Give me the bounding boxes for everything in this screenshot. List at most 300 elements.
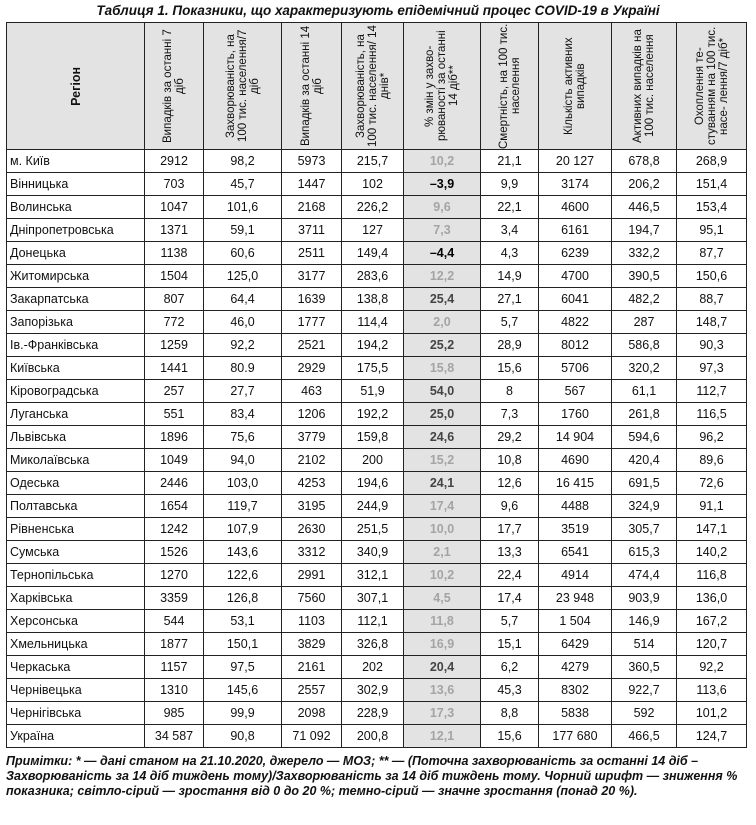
change-pct-cell: 10,2: [404, 150, 481, 173]
value-cell: 8012: [539, 334, 612, 357]
header-region: Регіон: [7, 23, 145, 150]
value-cell: 2446: [145, 472, 204, 495]
value-cell: 72,6: [677, 472, 747, 495]
header-incidence-7d: Захворюваність, на 100 тис. населення/7 діб: [204, 23, 282, 150]
value-cell: 4279: [539, 656, 612, 679]
value-cell: 1103: [282, 610, 342, 633]
value-cell: 4690: [539, 449, 612, 472]
value-cell: 1049: [145, 449, 204, 472]
value-cell: 200,8: [342, 725, 404, 748]
region-cell: Черкаська: [7, 656, 145, 679]
value-cell: 120,7: [677, 633, 747, 656]
table-row: [7, 426, 747, 449]
region-cell: Луганська: [7, 403, 145, 426]
header-row: [7, 23, 747, 150]
value-cell: 1 504: [539, 610, 612, 633]
value-cell: 2912: [145, 150, 204, 173]
value-cell: 332,2: [612, 242, 677, 265]
value-cell: 80.9: [204, 357, 282, 380]
value-cell: 83,4: [204, 403, 282, 426]
value-cell: 390,5: [612, 265, 677, 288]
region-cell: Миколаївська: [7, 449, 145, 472]
region-cell: Дніпропетровська: [7, 219, 145, 242]
value-cell: 27,7: [204, 380, 282, 403]
value-cell: 59,1: [204, 219, 282, 242]
value-cell: 53,1: [204, 610, 282, 633]
value-cell: 126,8: [204, 587, 282, 610]
value-cell: 772: [145, 311, 204, 334]
value-cell: 312,1: [342, 564, 404, 587]
value-cell: 13,3: [481, 541, 539, 564]
value-cell: 167,2: [677, 610, 747, 633]
table-row: [7, 656, 747, 679]
value-cell: 34 587: [145, 725, 204, 748]
value-cell: 112,7: [677, 380, 747, 403]
change-pct-cell: 17,4: [404, 495, 481, 518]
value-cell: 326,8: [342, 633, 404, 656]
value-cell: 2929: [282, 357, 342, 380]
value-cell: 1157: [145, 656, 204, 679]
value-cell: 140,2: [677, 541, 747, 564]
value-cell: 5838: [539, 702, 612, 725]
value-cell: 4822: [539, 311, 612, 334]
value-cell: 6239: [539, 242, 612, 265]
value-cell: 5706: [539, 357, 612, 380]
value-cell: 147,1: [677, 518, 747, 541]
table-notes: Примітки: * — дані станом на 21.10.2020, джерело — МОЗ; ** — (Поточна захворюваність за останні 14 діб – Захворюваність за 14 діб тиждень тому)/Захворюваність за 14 діб тиждень тому. Чорний шрифт — зниження % показника; світло-сірий — зростання від 0 до 20 %; темно-сірий — значне зростання (понад 20 %).: [6, 754, 738, 798]
covid-table: [6, 22, 747, 748]
header-cases-14d: Випадків за останні 14 діб: [282, 23, 342, 150]
region-cell: Закарпатська: [7, 288, 145, 311]
table-row: [7, 173, 747, 196]
value-cell: 17,4: [481, 587, 539, 610]
value-cell: 3711: [282, 219, 342, 242]
value-cell: 6161: [539, 219, 612, 242]
value-cell: 1654: [145, 495, 204, 518]
value-cell: 153,4: [677, 196, 747, 219]
table-row: [7, 311, 747, 334]
value-cell: 143,6: [204, 541, 282, 564]
value-cell: 7560: [282, 587, 342, 610]
value-cell: 215,7: [342, 150, 404, 173]
value-cell: 1138: [145, 242, 204, 265]
value-cell: 107,9: [204, 518, 282, 541]
value-cell: 7,3: [481, 403, 539, 426]
value-cell: 3779: [282, 426, 342, 449]
change-pct-cell: –3,9: [404, 173, 481, 196]
value-cell: 922,7: [612, 679, 677, 702]
value-cell: 268,9: [677, 150, 747, 173]
value-cell: 194,2: [342, 334, 404, 357]
value-cell: 28,9: [481, 334, 539, 357]
value-cell: 551: [145, 403, 204, 426]
value-cell: 8: [481, 380, 539, 403]
value-cell: 159,8: [342, 426, 404, 449]
value-cell: 46,0: [204, 311, 282, 334]
value-cell: 98,2: [204, 150, 282, 173]
value-cell: 102: [342, 173, 404, 196]
value-cell: 703: [145, 173, 204, 196]
table-row: [7, 633, 747, 656]
value-cell: 567: [539, 380, 612, 403]
value-cell: 4914: [539, 564, 612, 587]
value-cell: 228,9: [342, 702, 404, 725]
value-cell: 116,8: [677, 564, 747, 587]
table-row: [7, 725, 747, 748]
value-cell: 8,8: [481, 702, 539, 725]
value-cell: 463: [282, 380, 342, 403]
value-cell: 138,8: [342, 288, 404, 311]
value-cell: 149,4: [342, 242, 404, 265]
change-pct-cell: 54,0: [404, 380, 481, 403]
value-cell: 194,6: [342, 472, 404, 495]
value-cell: 2557: [282, 679, 342, 702]
region-cell: Кіровоградська: [7, 380, 145, 403]
value-cell: 202: [342, 656, 404, 679]
value-cell: 307,1: [342, 587, 404, 610]
value-cell: 17,7: [481, 518, 539, 541]
value-cell: 1259: [145, 334, 204, 357]
value-cell: 2511: [282, 242, 342, 265]
value-cell: 340,9: [342, 541, 404, 564]
value-cell: 320,2: [612, 357, 677, 380]
value-cell: 88,7: [677, 288, 747, 311]
value-cell: 691,5: [612, 472, 677, 495]
value-cell: 586,8: [612, 334, 677, 357]
value-cell: 985: [145, 702, 204, 725]
region-cell: Тернопільська: [7, 564, 145, 587]
value-cell: 119,7: [204, 495, 282, 518]
value-cell: 114,4: [342, 311, 404, 334]
value-cell: 92,2: [204, 334, 282, 357]
region-cell: Полтавська: [7, 495, 145, 518]
value-cell: 14,9: [481, 265, 539, 288]
value-cell: 474,4: [612, 564, 677, 587]
value-cell: 101,6: [204, 196, 282, 219]
table-row: [7, 403, 747, 426]
value-cell: 92,2: [677, 656, 747, 679]
value-cell: 3,4: [481, 219, 539, 242]
table-row: [7, 564, 747, 587]
table-row: [7, 357, 747, 380]
value-cell: 151,4: [677, 173, 747, 196]
value-cell: 287: [612, 311, 677, 334]
value-cell: 122,6: [204, 564, 282, 587]
table-row: [7, 196, 747, 219]
header-incidence-14d: Захворюваність, на 100 тис. населення/ 14 днів*: [342, 23, 404, 150]
region-cell: Рівненська: [7, 518, 145, 541]
table-row: [7, 495, 747, 518]
value-cell: 112,1: [342, 610, 404, 633]
value-cell: 1447: [282, 173, 342, 196]
region-cell: Чернігівська: [7, 702, 145, 725]
value-cell: 1760: [539, 403, 612, 426]
value-cell: 89,6: [677, 449, 747, 472]
value-cell: 90,3: [677, 334, 747, 357]
value-cell: 3829: [282, 633, 342, 656]
table-row: [7, 702, 747, 725]
value-cell: 15,1: [481, 633, 539, 656]
value-cell: 482,2: [612, 288, 677, 311]
value-cell: 302,9: [342, 679, 404, 702]
value-cell: 5,7: [481, 311, 539, 334]
table-row: [7, 449, 747, 472]
value-cell: 61,1: [612, 380, 677, 403]
value-cell: 360,5: [612, 656, 677, 679]
change-pct-cell: 12,2: [404, 265, 481, 288]
value-cell: 283,6: [342, 265, 404, 288]
region-cell: Запорізька: [7, 311, 145, 334]
value-cell: 592: [612, 702, 677, 725]
value-cell: 148,7: [677, 311, 747, 334]
value-cell: 145,6: [204, 679, 282, 702]
value-cell: 15,6: [481, 725, 539, 748]
value-cell: 125,0: [204, 265, 282, 288]
value-cell: 446,5: [612, 196, 677, 219]
region-cell: Ів.-Франківська: [7, 334, 145, 357]
value-cell: 4253: [282, 472, 342, 495]
value-cell: 10,8: [481, 449, 539, 472]
value-cell: 51,9: [342, 380, 404, 403]
value-cell: 2102: [282, 449, 342, 472]
value-cell: 6,2: [481, 656, 539, 679]
header-change-pct: % змін у захво- рюваності за останні 14 діб**: [404, 23, 481, 150]
value-cell: 324,9: [612, 495, 677, 518]
change-pct-cell: 15,2: [404, 449, 481, 472]
value-cell: 678,8: [612, 150, 677, 173]
header-active-per-100k: Активних випадків на 100 тис. населення: [612, 23, 677, 150]
value-cell: 90,8: [204, 725, 282, 748]
value-cell: 75,6: [204, 426, 282, 449]
region-cell: Чернівецька: [7, 679, 145, 702]
region-cell: Львівська: [7, 426, 145, 449]
value-cell: 1896: [145, 426, 204, 449]
value-cell: 45,7: [204, 173, 282, 196]
table-row: [7, 150, 747, 173]
change-pct-cell: 17,3: [404, 702, 481, 725]
change-pct-cell: 25,0: [404, 403, 481, 426]
table-row: [7, 265, 747, 288]
table-row: [7, 288, 747, 311]
value-cell: 194,7: [612, 219, 677, 242]
value-cell: 14 904: [539, 426, 612, 449]
value-cell: 99,9: [204, 702, 282, 725]
header-testing-coverage: Охоплення те- стуванням на 100 тис. насе- лення/7 діб*: [677, 23, 747, 150]
value-cell: 127: [342, 219, 404, 242]
table-row: [7, 679, 747, 702]
change-pct-cell: 25,2: [404, 334, 481, 357]
value-cell: 1504: [145, 265, 204, 288]
value-cell: 6541: [539, 541, 612, 564]
value-cell: 21,1: [481, 150, 539, 173]
table-row: [7, 587, 747, 610]
value-cell: 5973: [282, 150, 342, 173]
header-cases-7d: Випадків за останні 7 діб: [145, 23, 204, 150]
table-row: [7, 518, 747, 541]
value-cell: 1310: [145, 679, 204, 702]
change-pct-cell: 16,9: [404, 633, 481, 656]
value-cell: 226,2: [342, 196, 404, 219]
region-cell: м. Київ: [7, 150, 145, 173]
value-cell: 97,5: [204, 656, 282, 679]
value-cell: 91,1: [677, 495, 747, 518]
region-cell: Донецька: [7, 242, 145, 265]
value-cell: 544: [145, 610, 204, 633]
region-cell: Херсонська: [7, 610, 145, 633]
value-cell: 1639: [282, 288, 342, 311]
value-cell: 71 092: [282, 725, 342, 748]
value-cell: 116,5: [677, 403, 747, 426]
value-cell: 5,7: [481, 610, 539, 633]
value-cell: 4600: [539, 196, 612, 219]
region-cell: Волинська: [7, 196, 145, 219]
value-cell: 466,5: [612, 725, 677, 748]
value-cell: 103,0: [204, 472, 282, 495]
table-row: [7, 334, 747, 357]
value-cell: 1242: [145, 518, 204, 541]
value-cell: 3174: [539, 173, 612, 196]
value-cell: 2161: [282, 656, 342, 679]
change-pct-cell: 7,3: [404, 219, 481, 242]
region-cell: Хмельницька: [7, 633, 145, 656]
region-cell: Одеська: [7, 472, 145, 495]
value-cell: 1206: [282, 403, 342, 426]
value-cell: 101,2: [677, 702, 747, 725]
change-pct-cell: –4,4: [404, 242, 481, 265]
value-cell: 1877: [145, 633, 204, 656]
value-cell: 244,9: [342, 495, 404, 518]
table-row: [7, 380, 747, 403]
value-cell: 1526: [145, 541, 204, 564]
change-pct-cell: 2,1: [404, 541, 481, 564]
change-pct-cell: 4,5: [404, 587, 481, 610]
value-cell: 514: [612, 633, 677, 656]
value-cell: 2521: [282, 334, 342, 357]
table-row: [7, 610, 747, 633]
value-cell: 87,7: [677, 242, 747, 265]
value-cell: 95,1: [677, 219, 747, 242]
region-cell: Житомирська: [7, 265, 145, 288]
value-cell: 9,6: [481, 495, 539, 518]
value-cell: 96,2: [677, 426, 747, 449]
header-mortality: Смертність, на 100 тис. населення: [481, 23, 539, 150]
region-cell: Харківська: [7, 587, 145, 610]
change-pct-cell: 20,4: [404, 656, 481, 679]
change-pct-cell: 24,6: [404, 426, 481, 449]
value-cell: 23 948: [539, 587, 612, 610]
value-cell: 150,1: [204, 633, 282, 656]
change-pct-cell: 11,8: [404, 610, 481, 633]
value-cell: 3519: [539, 518, 612, 541]
value-cell: 45,3: [481, 679, 539, 702]
value-cell: 2991: [282, 564, 342, 587]
table-row: [7, 219, 747, 242]
value-cell: 1441: [145, 357, 204, 380]
change-pct-cell: 2,0: [404, 311, 481, 334]
header-active-cases: Кількість активних випадків: [539, 23, 612, 150]
value-cell: 6429: [539, 633, 612, 656]
value-cell: 22,1: [481, 196, 539, 219]
value-cell: 177 680: [539, 725, 612, 748]
value-cell: 1371: [145, 219, 204, 242]
change-pct-cell: 13,6: [404, 679, 481, 702]
value-cell: 3195: [282, 495, 342, 518]
value-cell: 1777: [282, 311, 342, 334]
change-pct-cell: 12,1: [404, 725, 481, 748]
value-cell: 29,2: [481, 426, 539, 449]
change-pct-cell: 25,4: [404, 288, 481, 311]
value-cell: 124,7: [677, 725, 747, 748]
value-cell: 9,9: [481, 173, 539, 196]
value-cell: 175,5: [342, 357, 404, 380]
value-cell: 97,3: [677, 357, 747, 380]
value-cell: 4,3: [481, 242, 539, 265]
value-cell: 22,4: [481, 564, 539, 587]
value-cell: 15,6: [481, 357, 539, 380]
value-cell: 20 127: [539, 150, 612, 173]
value-cell: 615,3: [612, 541, 677, 564]
value-cell: 257: [145, 380, 204, 403]
region-cell: Україна: [7, 725, 145, 748]
change-pct-cell: 24,1: [404, 472, 481, 495]
value-cell: 420,4: [612, 449, 677, 472]
value-cell: 12,6: [481, 472, 539, 495]
value-cell: 192,2: [342, 403, 404, 426]
value-cell: 206,2: [612, 173, 677, 196]
region-cell: Вінницька: [7, 173, 145, 196]
value-cell: 594,6: [612, 426, 677, 449]
value-cell: 94,0: [204, 449, 282, 472]
value-cell: 64,4: [204, 288, 282, 311]
change-pct-cell: 10,0: [404, 518, 481, 541]
table-body: [7, 150, 747, 748]
value-cell: 6041: [539, 288, 612, 311]
value-cell: 305,7: [612, 518, 677, 541]
value-cell: 8302: [539, 679, 612, 702]
value-cell: 60,6: [204, 242, 282, 265]
value-cell: 3177: [282, 265, 342, 288]
value-cell: 146,9: [612, 610, 677, 633]
value-cell: 261,8: [612, 403, 677, 426]
value-cell: 4488: [539, 495, 612, 518]
value-cell: 27,1: [481, 288, 539, 311]
region-cell: Сумська: [7, 541, 145, 564]
change-pct-cell: 9,6: [404, 196, 481, 219]
value-cell: 113,6: [677, 679, 747, 702]
table-row: [7, 472, 747, 495]
table-row: [7, 242, 747, 265]
value-cell: 16 415: [539, 472, 612, 495]
value-cell: 200: [342, 449, 404, 472]
value-cell: 136,0: [677, 587, 747, 610]
value-cell: 903,9: [612, 587, 677, 610]
value-cell: 1047: [145, 196, 204, 219]
table-row: [7, 541, 747, 564]
value-cell: 3359: [145, 587, 204, 610]
region-cell: Київська: [7, 357, 145, 380]
table-caption: Таблиця 1. Показники, що характеризують епідемічний процес COVID-19 в Україні: [96, 3, 660, 18]
value-cell: 2630: [282, 518, 342, 541]
value-cell: 1270: [145, 564, 204, 587]
change-pct-cell: 15,8: [404, 357, 481, 380]
change-pct-cell: 10,2: [404, 564, 481, 587]
value-cell: 150,6: [677, 265, 747, 288]
value-cell: 807: [145, 288, 204, 311]
value-cell: 2098: [282, 702, 342, 725]
value-cell: 2168: [282, 196, 342, 219]
value-cell: 3312: [282, 541, 342, 564]
value-cell: 4700: [539, 265, 612, 288]
